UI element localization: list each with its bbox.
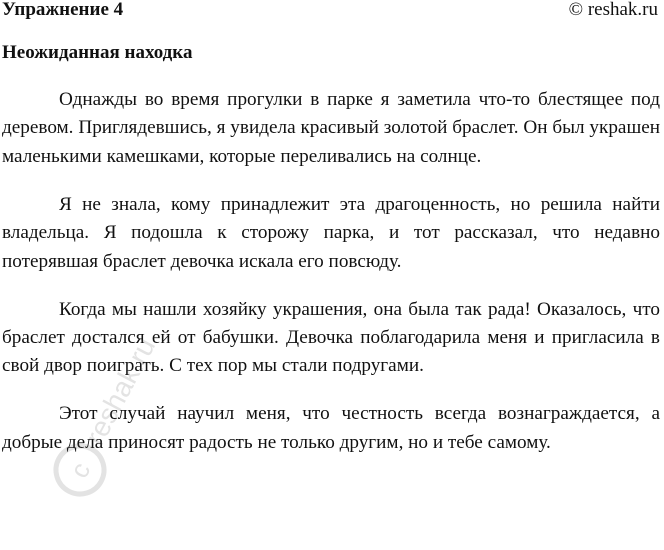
paragraph-3: Когда мы нашли хозяйку украшения, она была так рада! Оказалось, что браслет достался ей от бабушки. Девочка поблагодарила меня и пригласила в свой двор поиграть. С тех пор мы стали подругами. <box>2 298 660 377</box>
document-body <box>2 86 660 477</box>
paragraph-4: Этот случай научил меня, что честность всегда вознаграждается, а добрые дела приносят радость не только другим, но и тебе самому. <box>2 403 660 453</box>
svg-text:c: c <box>63 457 97 483</box>
exercise-title: Упражнение 4 <box>2 0 124 20</box>
paragraph-2: Я не знала, кому принадлежит эта драгоценность, но решила найти владельца. Я подошла к сторожу парка, и тот рассказал, что недавно потерявшая браслет девочка искала его повсюду. <box>2 193 660 272</box>
copyright-label: © reshak.ru <box>568 0 658 20</box>
document-title: Неожиданная находка <box>2 42 193 63</box>
header <box>2 0 658 24</box>
svg-text:reshak.ru: reshak.ru <box>79 332 162 451</box>
paragraph-1: Однажды во время прогулки в парке я заметила что-то блестящее под деревом. Приглядевшись, я увидела красивый золотой браслет. Он был украшен маленькими камешками, которые переливались на солнце. <box>2 89 660 167</box>
